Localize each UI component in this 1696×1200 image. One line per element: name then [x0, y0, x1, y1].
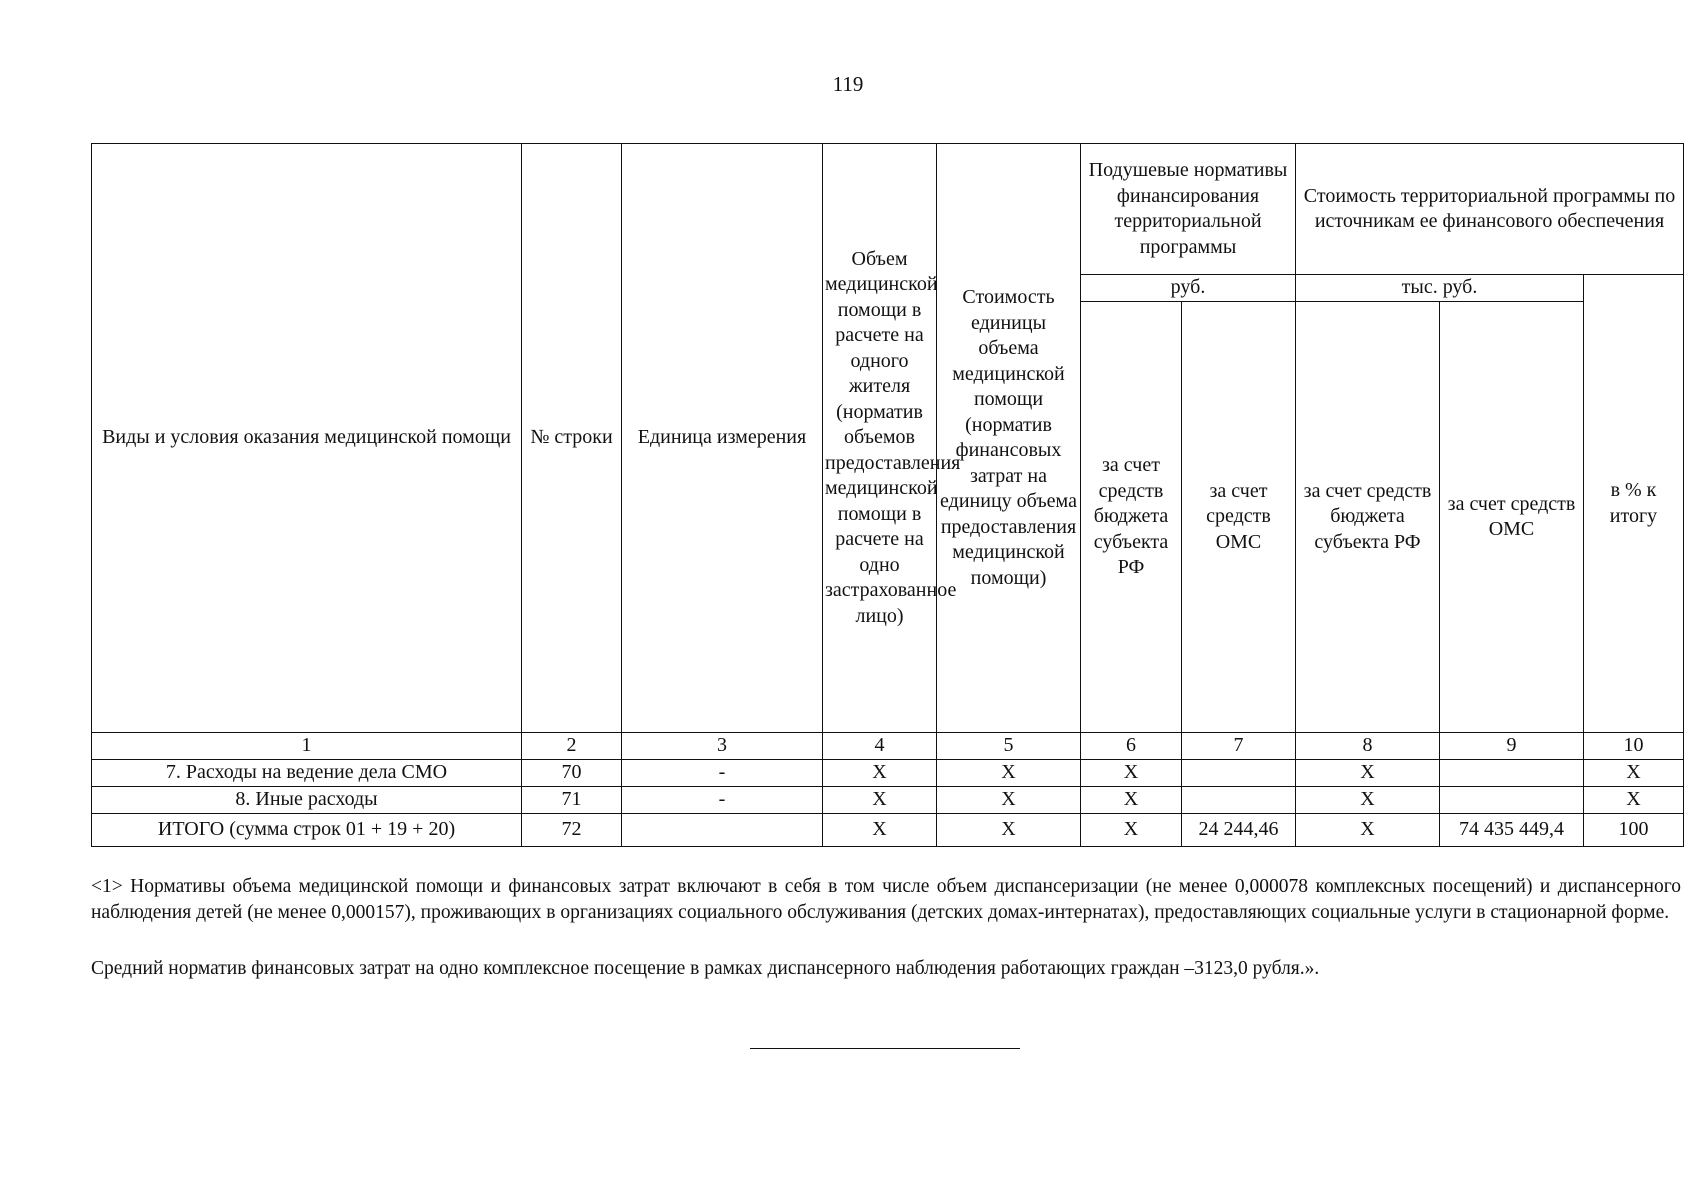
table-cell: 70: [522, 760, 622, 787]
table-cell: X: [823, 814, 937, 847]
column-number: 5: [937, 733, 1081, 760]
header-program-cost-group: Стоимость территориальной программы по источникам ее финансового обеспечения: [1296, 144, 1684, 275]
table-cell: ИТОГО (сумма строк 01 + 19 + 20): [92, 814, 522, 847]
header-cost-budget: за счет средств бюджета субъекта РФ: [1296, 302, 1440, 733]
header-per-capita-budget: за счет средств бюджета субъекта РФ: [1081, 302, 1182, 733]
table-cell: X: [937, 787, 1081, 814]
column-number: 7: [1182, 733, 1296, 760]
table-cell: 74 435 449,4: [1440, 814, 1584, 847]
table-cell: -: [622, 787, 823, 814]
table-cell: [622, 814, 823, 847]
table-cell: X: [937, 814, 1081, 847]
header-unit-cost: Стоимость единицы объема медицинской помощи (норматив финансовых затрат на единицу объема предоставления медицинской помощи): [937, 144, 1081, 733]
header-cost-oms: за счет средств ОМС: [1440, 302, 1584, 733]
footnote-1: <1> Нормативы объема медицинской помощи и финансовых затрат включают в себя в том числе объем диспансеризации (не менее 0,000078 комплексных посещений) и диспансерного наблюдения детей (не менее 0,000157), проживающих в организациях социального обслуживания (детских домах-интернатах), предоставляющих социальные услуги в стационарной форме.: [91, 876, 1681, 923]
closing-rule: [750, 1048, 1020, 1049]
column-number: 8: [1296, 733, 1440, 760]
table-cell: X: [1584, 760, 1684, 787]
table-row: [92, 760, 1684, 787]
table-cell: X: [1584, 787, 1684, 814]
table-cell: X: [1296, 760, 1440, 787]
page-number: 119: [832, 72, 864, 96]
column-number: 4: [823, 733, 937, 760]
header-per-capita-group: Подушевые нормативы финансирования территориальной программы: [1081, 144, 1296, 275]
header-unit: Единица измерения: [622, 144, 823, 733]
table-cell: X: [1081, 787, 1182, 814]
table-cell: X: [1081, 760, 1182, 787]
table-cell: [1182, 787, 1296, 814]
table-cell: X: [1081, 814, 1182, 847]
table-cell: [1440, 787, 1584, 814]
header-volume: Объем медицинской помощи в расчете на одного жителя (норматив объемов предоставления медицинской помощи в расчете на одно застрахованное лицо): [823, 144, 937, 733]
table-cell: X: [823, 760, 937, 787]
table-cell: [1440, 760, 1584, 787]
header-unit-rub: руб.: [1081, 275, 1296, 302]
table-cell: X: [1296, 787, 1440, 814]
header-per-capita-oms: за счет средств ОМС: [1182, 302, 1296, 733]
table-cell: 71: [522, 787, 622, 814]
column-number: 3: [622, 733, 823, 760]
header-unit-thousand-rub: тыс. руб.: [1296, 275, 1584, 302]
column-number: 2: [522, 733, 622, 760]
footnote-2: Средний норматив финансовых затрат на одно комплексное посещение в рамках диспансерного наблюдения работающих граждан –3123,0 рубля.».: [91, 958, 1320, 979]
table-cell: X: [823, 787, 937, 814]
table-cell: 7. Расходы на ведение дела СМО: [92, 760, 522, 787]
header-kinds-of-care: Виды и условия оказания медицинской помощи: [92, 144, 522, 733]
table-cell: [1182, 760, 1296, 787]
header-row-number: № строки: [522, 144, 622, 733]
column-number: 9: [1440, 733, 1584, 760]
table-row: [92, 787, 1684, 814]
table-cell: X: [937, 760, 1081, 787]
territorial-program-table: [91, 143, 1684, 847]
table-cell: 8. Иные расходы: [92, 787, 522, 814]
table-row-total: [92, 814, 1684, 847]
column-number-row: [92, 733, 1684, 760]
column-number: 6: [1081, 733, 1182, 760]
column-number: 10: [1584, 733, 1684, 760]
table-cell: X: [1296, 814, 1440, 847]
column-number: 1: [92, 733, 522, 760]
table-cell: 100: [1584, 814, 1684, 847]
table-cell: -: [622, 760, 823, 787]
table-cell: 24 244,46: [1182, 814, 1296, 847]
table-cell: 72: [522, 814, 622, 847]
header-percent-of-total: в % к итогу: [1584, 275, 1684, 733]
